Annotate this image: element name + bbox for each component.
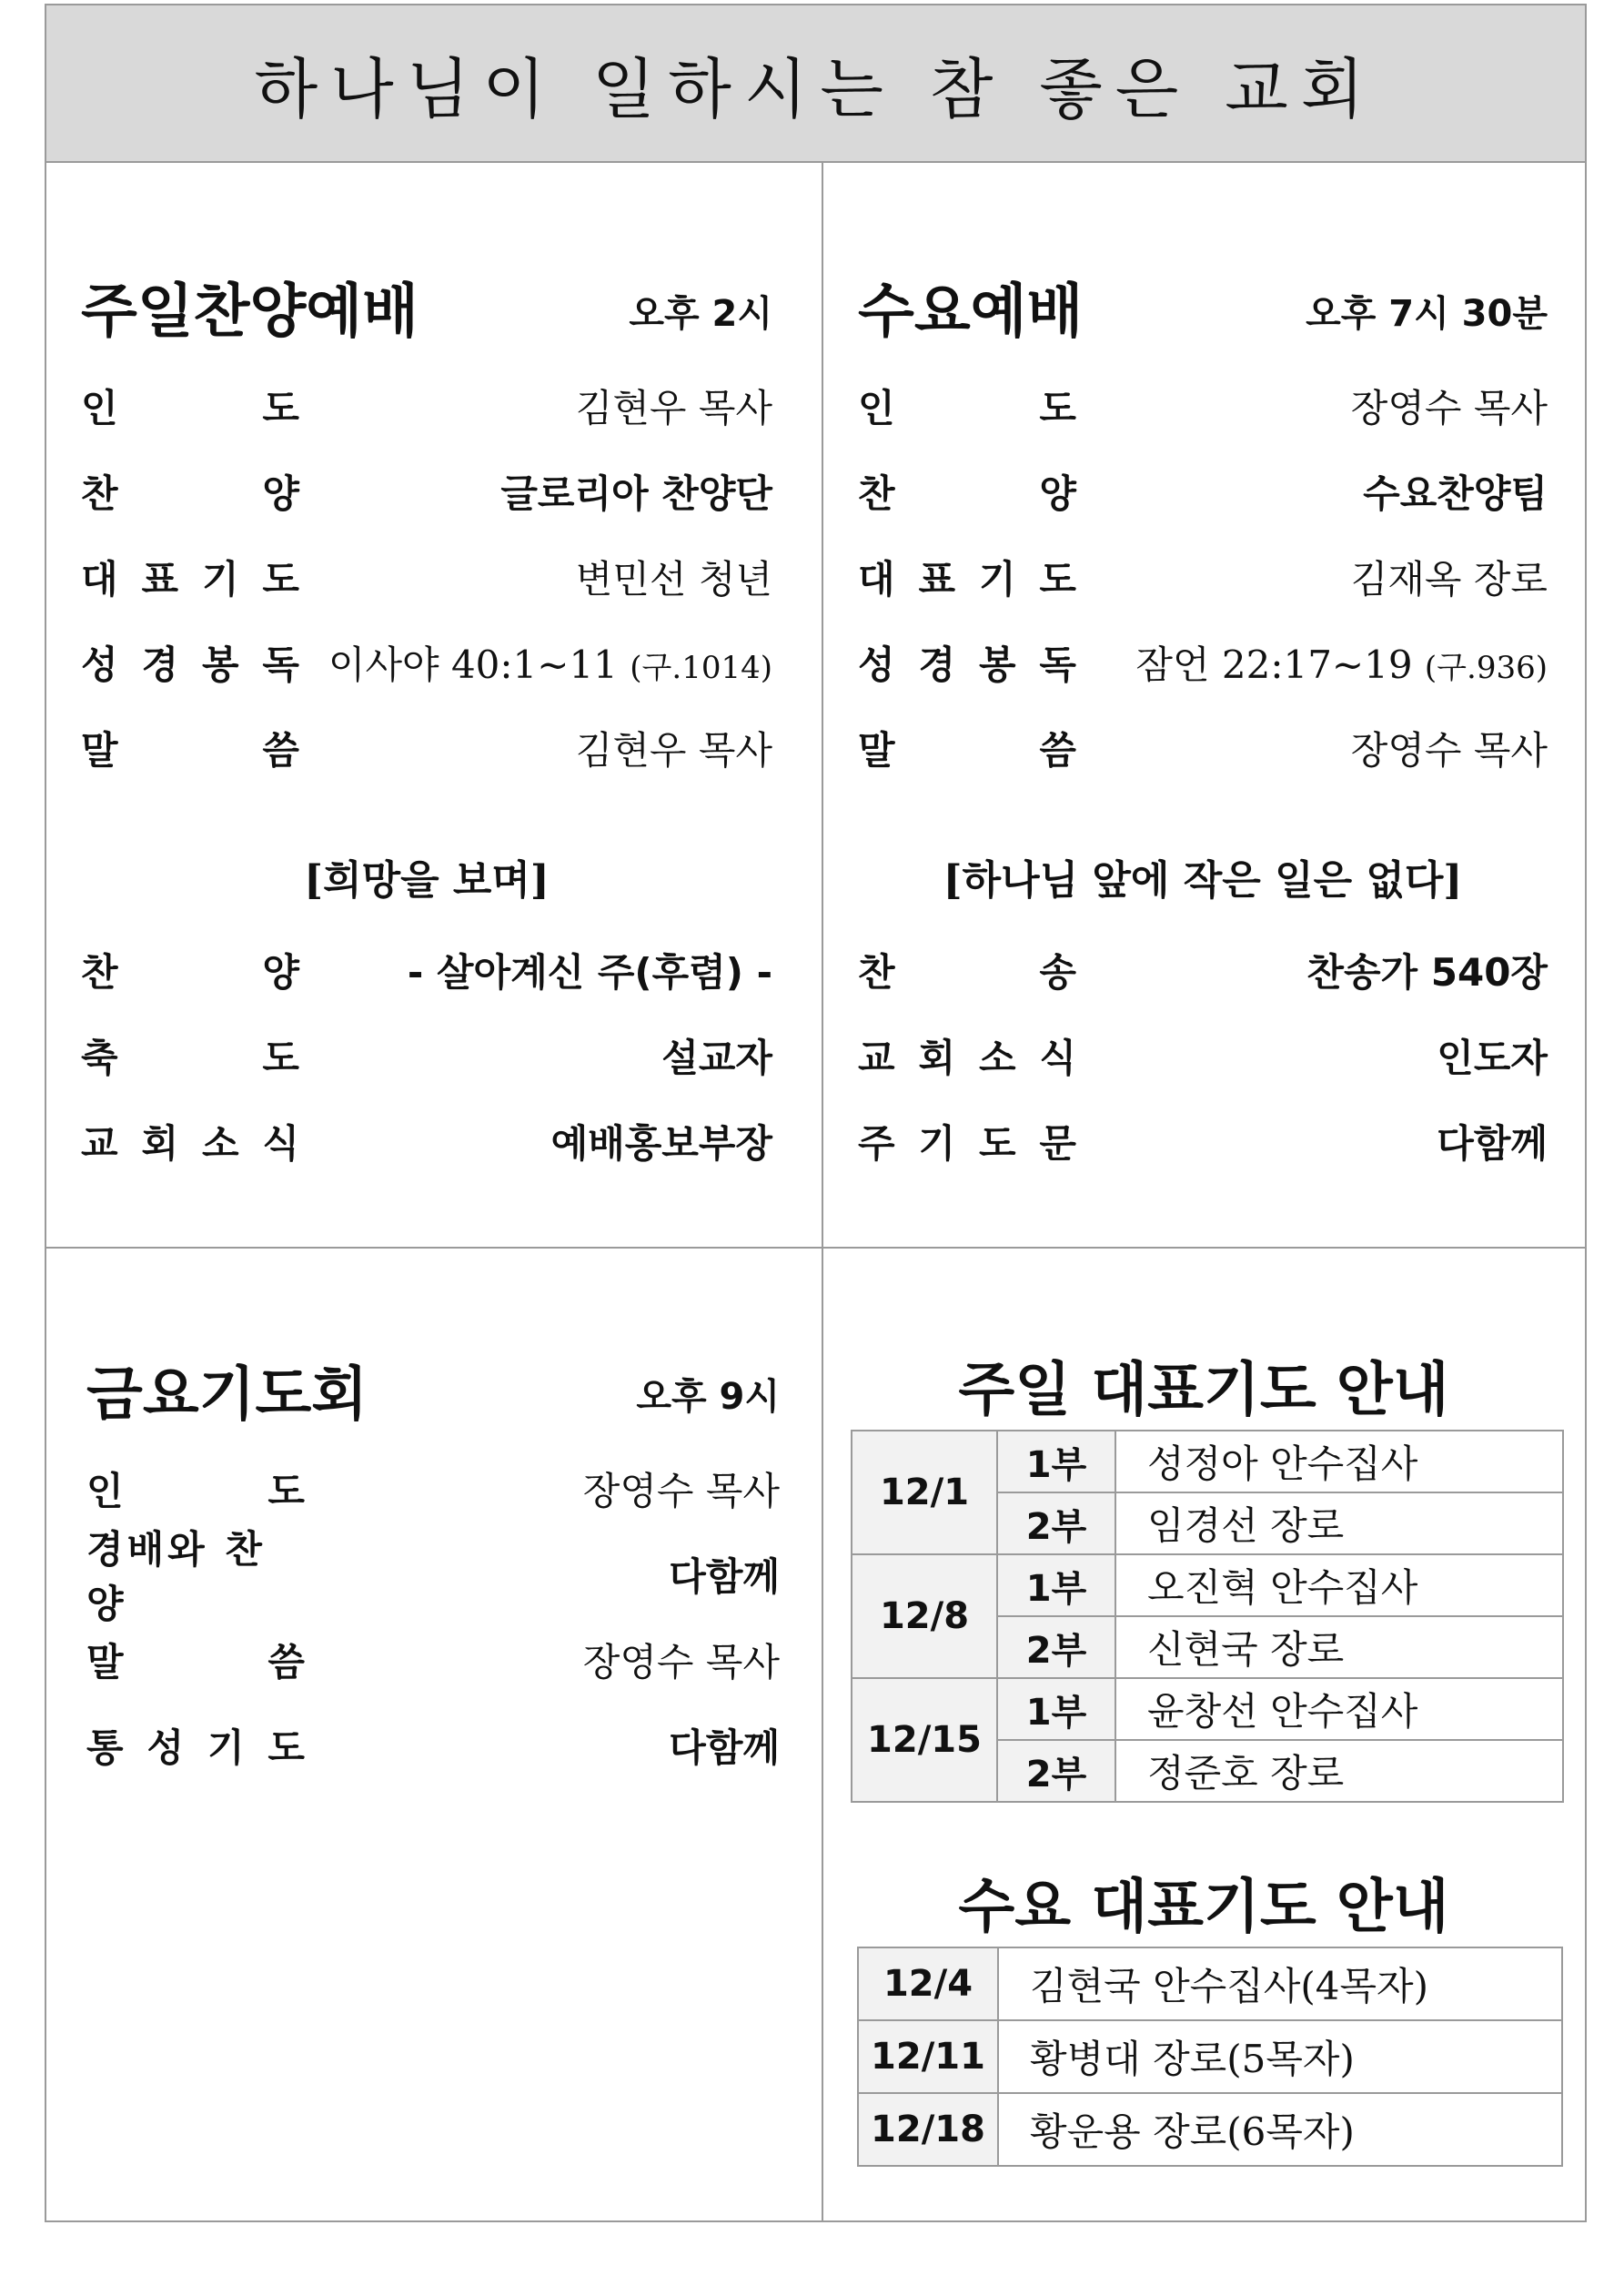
value-text: 김재옥 장로 <box>1350 557 1548 602</box>
role-value <box>1076 550 1548 604</box>
role-value <box>299 635 772 690</box>
role-label: 찬 양 <box>81 950 299 995</box>
schedule-row <box>858 631 1548 694</box>
service-part: 2부 <box>997 1492 1115 1554</box>
table-row <box>852 1678 1563 1740</box>
prayer-leader: 임경선 장로 <box>1115 1492 1563 1554</box>
schedule-row <box>858 938 1548 1002</box>
service-part: 1부 <box>997 1554 1115 1616</box>
role-value <box>299 550 772 604</box>
wednesday-service-title: 수요예배 <box>858 278 1084 346</box>
prayer-leader: 황운용 장로(6목자) <box>998 2093 1562 2166</box>
value-text: 김현우 목사 <box>575 728 772 773</box>
role-value <box>305 1718 780 1773</box>
role-label: 인 도 <box>81 386 299 430</box>
schedule-row <box>858 716 1548 780</box>
value-text: 김현우 목사 <box>575 386 772 430</box>
prayer-leader: 김현국 안수집사(4목자) <box>998 1947 1562 2020</box>
prayer-leader: 오진혁 안수집사 <box>1115 1554 1563 1616</box>
role-label: 말 씀 <box>81 728 299 773</box>
service-part: 2부 <box>997 1740 1115 1802</box>
table-row <box>852 1554 1563 1616</box>
role-label: 경배와 찬양 <box>86 1527 266 1626</box>
scripture-ref: (구.1014) <box>630 650 772 686</box>
role-value <box>305 1547 780 1602</box>
prayer-date: 12/18 <box>858 2093 998 2166</box>
friday-prayer-time: 오후 9시 <box>636 1376 780 1418</box>
prayer-leader: 윤창선 안수집사 <box>1115 1678 1563 1740</box>
table-row <box>858 2020 1562 2093</box>
prayer-date: 12/1 <box>852 1431 997 1554</box>
schedule-row <box>858 545 1548 609</box>
wednesday-prayer-guide-title: 수요 대표기도 안내 <box>958 1874 1449 1941</box>
value-text: 다함께 <box>669 1554 780 1599</box>
role-label: 찬 양 <box>81 471 299 516</box>
role-value <box>1076 1114 1548 1168</box>
friday-prayer-panel <box>86 1348 780 1894</box>
column-divider <box>822 161 823 2220</box>
value-text: 글로리아 찬양단 <box>500 471 772 516</box>
schedule-row <box>81 938 772 1002</box>
wednesday-prayer-table <box>857 1947 1563 2167</box>
role-label: 축 도 <box>81 1036 299 1080</box>
sunday-prayer-table <box>851 1430 1564 1803</box>
schedule-row <box>858 374 1548 438</box>
value-text: 다함께 <box>1437 1121 1548 1166</box>
value-text: 수요찬양팀 <box>1363 471 1548 516</box>
schedule-row <box>86 1527 780 1626</box>
role-label: 말 씀 <box>86 1640 305 1684</box>
schedule-row <box>86 1628 780 1692</box>
wednesday-service-panel <box>858 265 1548 1175</box>
friday-prayer-title: 금요기도회 <box>86 1361 368 1429</box>
wednesday-service-time: 오후 7시 30분 <box>1306 293 1548 335</box>
role-label: 찬 송 <box>858 950 1076 995</box>
prayer-date: 12/11 <box>858 2020 998 2093</box>
service-part: 1부 <box>997 1431 1115 1492</box>
header-banner <box>46 5 1585 163</box>
value-text: 설교자 <box>661 1036 772 1080</box>
role-value <box>299 1028 772 1083</box>
role-label: 통 성 기 도 <box>86 1725 305 1770</box>
role-label: 인 도 <box>858 386 1076 430</box>
schedule-row <box>86 1457 780 1521</box>
role-value <box>1076 943 1548 997</box>
schedule-row <box>81 460 772 523</box>
role-label: 주 기 도 문 <box>858 1121 1076 1166</box>
value-text: 인도자 <box>1437 1036 1548 1080</box>
role-label: 말 씀 <box>858 728 1076 773</box>
church-title: 하나님이 일하시는 참 좋은 교회 <box>254 50 1377 127</box>
sunday-service-time: 오후 2시 <box>629 293 772 335</box>
schedule-row <box>858 1109 1548 1173</box>
role-label: 교 회 소 식 <box>81 1121 299 1166</box>
prayer-leader: 성정아 안수집사 <box>1115 1431 1563 1492</box>
role-value <box>1076 464 1548 519</box>
schedule-row <box>81 545 772 609</box>
prayer-leader: 황병대 장로(5목자) <box>998 2020 1562 2093</box>
service-part: 1부 <box>997 1678 1115 1740</box>
value-text: 장영수 목사 <box>582 1469 780 1513</box>
schedule-row <box>81 631 772 694</box>
role-label: 대 표 기 도 <box>858 557 1076 602</box>
role-value <box>299 464 772 519</box>
bulletin-frame <box>45 4 1587 2222</box>
schedule-row <box>858 1024 1548 1087</box>
role-value <box>299 943 772 997</box>
schedule-row <box>81 1024 772 1087</box>
row-divider <box>46 1247 1585 1249</box>
value-text: 장영수 목사 <box>1350 728 1548 773</box>
prayer-date: 12/8 <box>852 1554 997 1678</box>
role-label: 교 회 소 식 <box>858 1036 1076 1080</box>
table-row <box>852 1431 1563 1492</box>
role-value <box>305 1633 780 1687</box>
value-text: - 살아계신 주(후렴) - <box>407 950 772 995</box>
role-value <box>1076 635 1548 690</box>
role-value <box>305 1462 780 1516</box>
sermon-title: [하나님 앞에 작은 일은 없다] <box>943 857 1463 904</box>
sunday-service-panel <box>81 265 772 1175</box>
schedule-row <box>81 374 772 438</box>
sermon-title: [희망을 보며] <box>304 857 550 904</box>
service-part: 2부 <box>997 1616 1115 1678</box>
value-text: 이사야 40:1~11 <box>328 642 618 687</box>
sunday-service-title: 주일찬양예배 <box>81 278 419 346</box>
prayer-date: 12/15 <box>852 1678 997 1802</box>
role-value <box>1076 1028 1548 1083</box>
role-value <box>299 1114 772 1168</box>
table-row <box>858 1947 1562 2020</box>
role-label: 대 표 기 도 <box>81 557 299 602</box>
value-text: 찬송가 540장 <box>1306 950 1548 995</box>
schedule-row <box>858 460 1548 523</box>
schedule-row <box>81 716 772 780</box>
prayer-date: 12/4 <box>858 1947 998 2020</box>
value-text: 잠언 22:17~19 <box>1135 642 1413 687</box>
table-row <box>858 2093 1562 2166</box>
scripture-ref: (구.936) <box>1424 650 1548 686</box>
role-label: 찬 양 <box>858 471 1076 516</box>
schedule-row <box>86 1714 780 1777</box>
value-text: 장영수 목사 <box>582 1640 780 1684</box>
value-text: 장영수 목사 <box>1350 386 1548 430</box>
schedule-row <box>81 1109 772 1173</box>
role-label: 인 도 <box>86 1469 305 1513</box>
prayer-leader: 신현국 장로 <box>1115 1616 1563 1678</box>
role-label: 성 경 봉 독 <box>81 642 299 687</box>
value-text: 변민선 청년 <box>575 557 772 602</box>
prayer-leader: 정준호 장로 <box>1115 1740 1563 1802</box>
role-label: 성 경 봉 독 <box>858 642 1076 687</box>
sunday-prayer-guide-title: 주일 대표기도 안내 <box>958 1357 1449 1424</box>
role-value <box>299 379 772 433</box>
value-text: 다함께 <box>669 1725 780 1770</box>
role-value <box>299 721 772 775</box>
role-value <box>1076 721 1548 775</box>
role-value <box>1076 379 1548 433</box>
value-text: 예배홍보부장 <box>550 1121 772 1166</box>
